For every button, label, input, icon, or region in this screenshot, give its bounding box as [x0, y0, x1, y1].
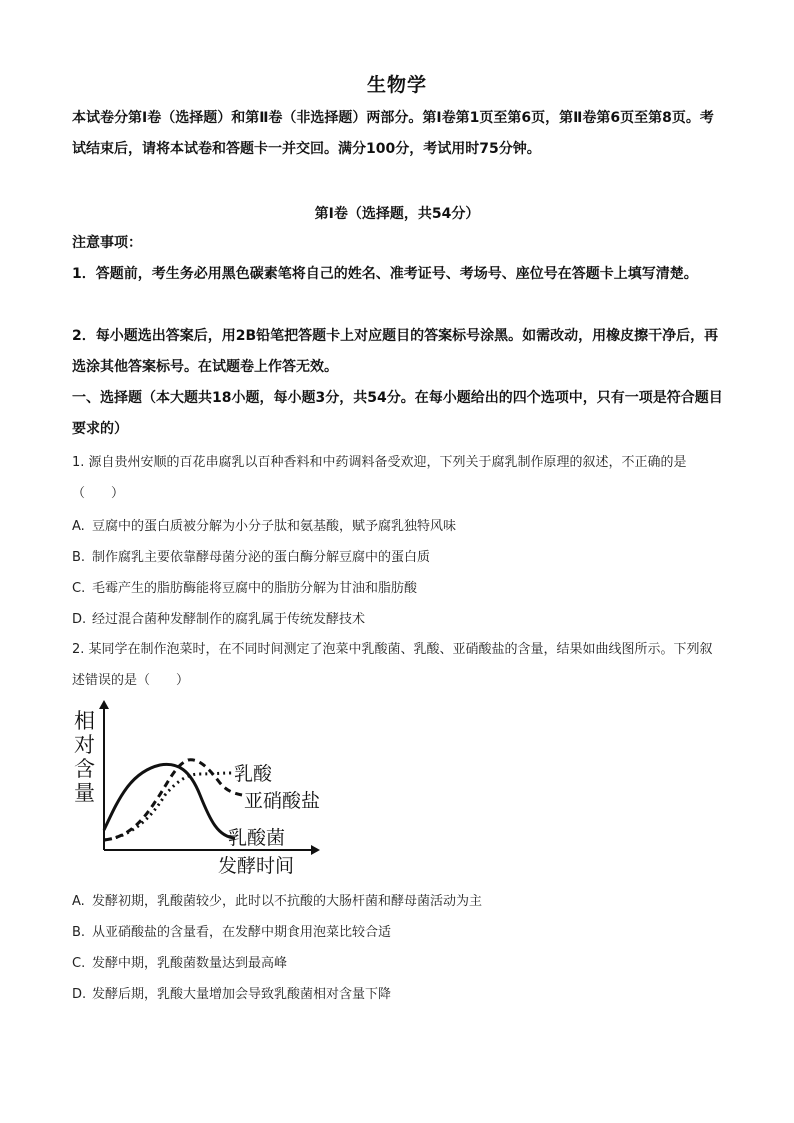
- section-title: 第Ⅰ卷（选择题，共54分）: [314, 206, 480, 222]
- notes-item-1: 1．答题前，考生务必用黑色碳素笔将自己的姓名、准考证号、考场号、座位号在答题卡上填写清楚。: [72, 266, 698, 282]
- notes-heading: 注意事项：: [72, 235, 142, 251]
- fermentation-chart: [70, 700, 330, 875]
- question-2-option-c: C. 发酵中期，乳酸菌数量达到最高峰: [72, 956, 288, 971]
- series-label-乳酸: 乳酸: [234, 763, 273, 785]
- y-axis-arrow: [99, 700, 109, 709]
- question-2-option-d: D. 发酵后期，乳酸大量增加会导致乳酸菌相对含量下降: [72, 987, 392, 1002]
- x-axis-label: 发酵时间: [218, 855, 295, 875]
- question-1-option-b: B. 制作腐乳主要依靠酵母菌分泌的蛋白酶分解豆腐中的蛋白质: [72, 550, 431, 565]
- x-axis-arrow: [311, 845, 320, 855]
- series-label-亚硝酸盐: 亚硝酸盐: [244, 790, 321, 812]
- question-1-stem: 1. 源自贵州安顺的百花串腐乳以百种香料和中药调料备受欢迎，下列关于腐乳制作原理的叙述，不正确的是（ ）: [72, 455, 687, 501]
- series-line-乳酸菌: [104, 764, 235, 838]
- part-heading: 一、选择题（本大题共18小题，每小题3分，共54分。在每小题给出的四个选项中，只有一项是符合题目要求的）: [72, 390, 723, 437]
- question-1-option-c: C. 毛霉产生的脂肪酶能将豆腐中的脂肪分解为甘油和脂肪酸: [72, 581, 418, 596]
- question-2-stem: 2. 某同学在制作泡菜时，在不同时间测定了泡菜中乳酸菌、乳酸、亚硝酸盐的含量，结果如曲线图所示。下列叙述错误的是（ ）: [72, 642, 713, 688]
- y-axis-label-line-3: 含: [74, 757, 95, 781]
- series-line-亚硝酸盐: [104, 760, 242, 840]
- page-title: 生物学: [366, 74, 427, 96]
- y-axis-label-line-2: 对: [74, 733, 95, 757]
- question-1-option-d: D. 经过混合菌种发酵制作的腐乳属于传统发酵技术: [72, 612, 366, 627]
- question-1-option-a: A. 豆腐中的蛋白质被分解为小分子肽和氨基酸，赋予腐乳独特风味: [72, 519, 457, 534]
- series-label-乳酸菌: 乳酸菌: [228, 827, 286, 849]
- y-axis-label-line-4: 量: [74, 781, 95, 805]
- question-2-option-a: A. 发酵初期，乳酸菌较少，此时以不抗酸的大肠杆菌和酵母菌活动为主: [72, 894, 483, 909]
- notes-item-2: 2．每小题选出答案后，用2B铅笔把答题卡上对应题目的答案标号涂黑。如需改动，用橡皮擦干净后，再选涂其他答案标号。在试题卷上作答无效。: [72, 328, 719, 375]
- exam-intro: 本试卷分第Ⅰ卷（选择题）和第Ⅱ卷（非选择题）两部分。第Ⅰ卷第1页至第6页，第Ⅱ卷第6页至第8页。考试结束后，请将本试卷和答题卡一并交回。满分100分，考试用时75分钟。: [72, 110, 714, 157]
- y-axis-label-line-1: 相: [74, 709, 95, 733]
- question-2-option-b: B. 从亚硝酸盐的含量看，在发酵中期食用泡菜比较合适: [72, 925, 392, 940]
